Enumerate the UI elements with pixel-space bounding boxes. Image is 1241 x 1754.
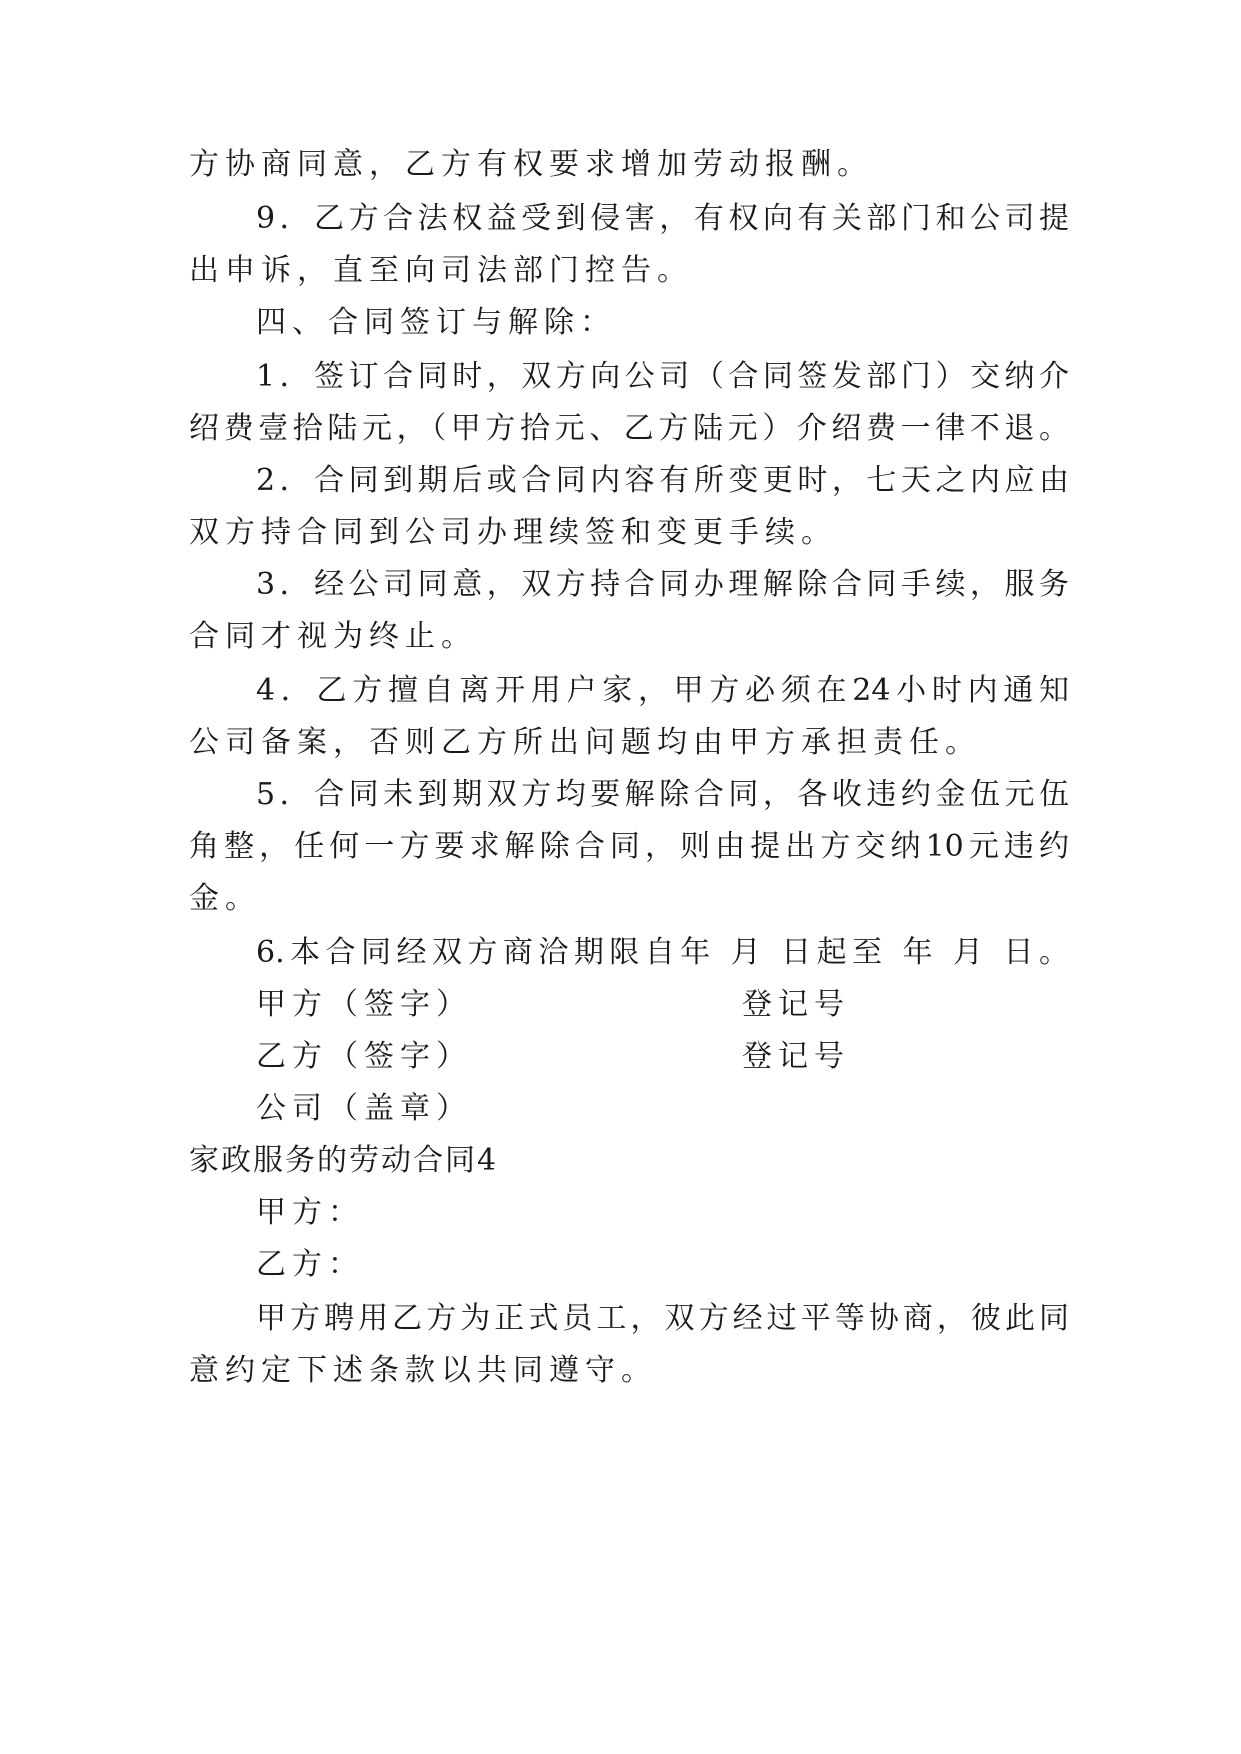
party-b-registration-label: 登记号 — [742, 1039, 850, 1074]
party-a-line: 甲方： — [256, 1195, 364, 1230]
company-seal-label: 公司（盖章） — [256, 1091, 472, 1126]
party-b-line: 乙方： — [256, 1247, 364, 1282]
clause-5-line-3: 金。 — [189, 881, 261, 916]
clause-4-line-2: 公司备案，否则乙方所出问题均由甲方承担责任。 — [189, 725, 981, 760]
clause-5-line-1: 5．合同未到期双方均要解除合同，各收违约金伍元伍 — [256, 777, 1069, 812]
intro-line-1: 甲方聘用乙方为正式员工，双方经过平等协商，彼此同 — [256, 1301, 1069, 1336]
clause-3-line-2: 合同才视为终止。 — [189, 619, 477, 654]
clause-2-line-1: 2．合同到期后或合同内容有所变更时，七天之内应由 — [256, 463, 1069, 498]
section-title: 家政服务的劳动合同4 — [189, 1143, 499, 1178]
signature-row-party-b — [256, 1037, 1069, 1077]
clause-1-line-2: 绍费壹拾陆元，（甲方拾元、乙方陆元）介绍费一律不退。 — [189, 411, 1069, 446]
intro-line-2: 意约定下述条款以共同遵守。 — [189, 1353, 657, 1388]
signature-row-company — [256, 1089, 1069, 1129]
party-a-registration-label: 登记号 — [742, 987, 850, 1022]
clause-2-line-2: 双方持合同到公司办理续签和变更手续。 — [189, 515, 837, 550]
clause-6-line-1: 6.本合同经双方商洽期限自年 月 日起至 年 月 日。 — [256, 935, 1069, 970]
paragraph-line: 方协商同意，乙方有权要求增加劳动报酬。 — [189, 147, 873, 182]
clause-9-line-1: 9．乙方合法权益受到侵害，有权向有关部门和公司提 — [256, 201, 1069, 236]
party-b-signature-label: 乙方（签字） — [256, 1039, 472, 1074]
clause-4-line-1: 4．乙方擅自离开用户家，甲方必须在24小时内通知 — [256, 673, 1069, 708]
signature-row-party-a — [256, 985, 1069, 1025]
clause-1-line-1: 1．签订合同时，双方向公司（合同签发部门）交纳介 — [256, 359, 1069, 394]
clause-9-line-2: 出申诉，直至向司法部门控告。 — [189, 253, 693, 288]
clause-5-line-2: 角整，任何一方要求解除合同，则由提出方交纳10元违约 — [189, 829, 1069, 864]
section-heading: 四、合同签订与解除： — [256, 305, 616, 340]
clause-3-line-1: 3．经公司同意，双方持合同办理解除合同手续，服务 — [256, 567, 1069, 602]
party-a-signature-label: 甲方（签字） — [256, 987, 472, 1022]
